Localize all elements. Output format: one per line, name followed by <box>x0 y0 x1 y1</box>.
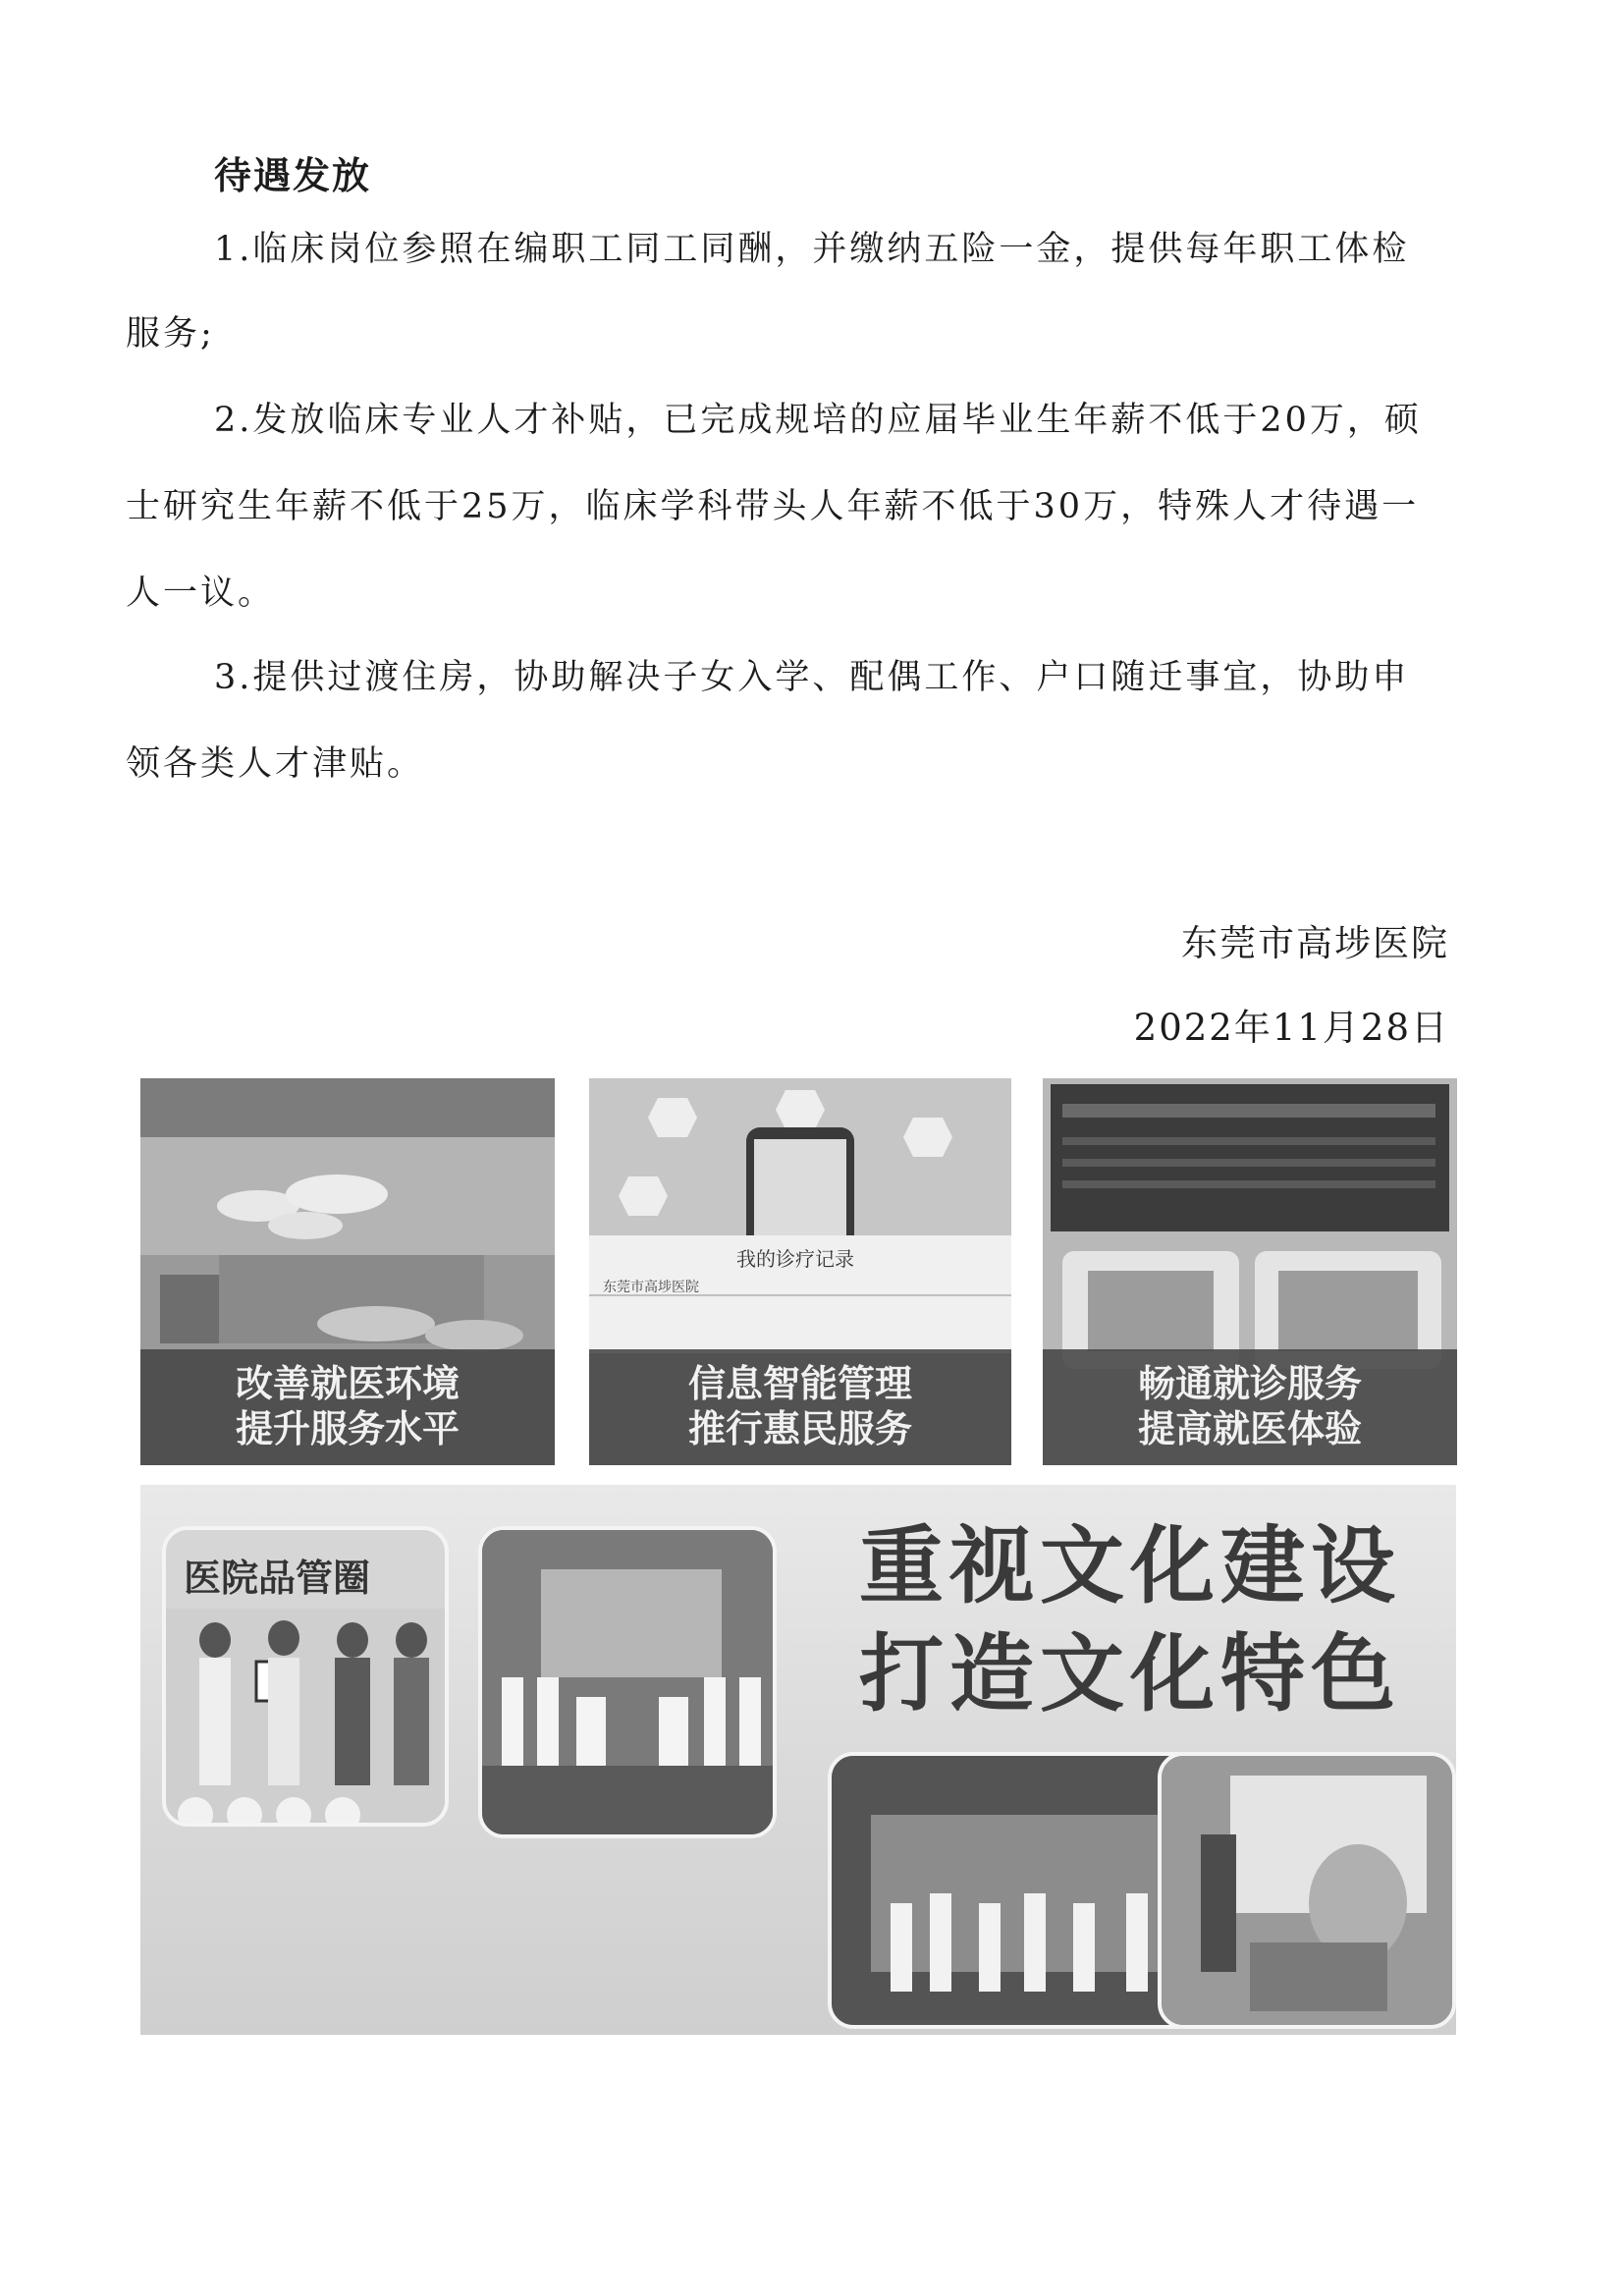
signature-block <box>1134 902 1449 1070</box>
section-heading: 待遇发放 <box>214 153 372 197</box>
app-title: 我的诊疗记录 <box>736 1247 854 1271</box>
collage-panel-service <box>1043 1078 1457 1465</box>
signature-date: 2022年11月28日 <box>1133 1007 1449 1049</box>
nurses-dance-photo <box>478 1526 777 1838</box>
collage-panel-environment <box>140 1078 555 1465</box>
collage-panel-information <box>589 1078 1011 1465</box>
award-photo <box>162 1526 449 1827</box>
caption-line-1: 畅通就诊服务 <box>1137 1362 1362 1405</box>
caption-line-2: 推行惠民服务 <box>687 1407 912 1450</box>
award-people-illustration <box>166 1530 449 1827</box>
caption-line-1: 信息智能管理 <box>687 1362 912 1405</box>
app-hospital: 东莞市高埗医院 <box>603 1280 699 1295</box>
panel-caption-service <box>1043 1349 1457 1465</box>
paragraph-2-line-2: 士研究生年薪不低于25万，临床学科带头人年薪不低于30万，特殊人才待遇一 <box>126 487 1420 526</box>
paragraph-2-line-1: 2.发放临床专业人才补贴，已完成规培的应届毕业生年薪不低于20万，硕 <box>214 401 1422 440</box>
children-illustration <box>1162 1756 1456 2029</box>
culture-title-line-1: 重视文化建设 <box>859 1517 1401 1615</box>
children-activity-photo <box>1158 1752 1456 2029</box>
paragraph-1-line-2: 服务; <box>126 314 215 354</box>
paragraph-1-line-1: 1.临床岗位参照在编职工同工同酬，并缴纳五险一金，提供每年职工体检 <box>214 230 1410 269</box>
signature-organization: 东莞市高埗医院 <box>1181 922 1449 964</box>
culture-title <box>859 1512 1401 1728</box>
paragraph-3-line-1: 3.提供过渡住房，协助解决子女入学、配偶工作、户口随迁事宜，协助申 <box>214 658 1410 697</box>
nurses-illustration <box>482 1530 777 1838</box>
collage-culture-section <box>140 1485 1456 2035</box>
caption-line-2: 提高就医体验 <box>1137 1407 1362 1450</box>
caption-line-2: 提升服务水平 <box>235 1407 460 1450</box>
panel-caption-information <box>589 1349 1011 1465</box>
panel-caption-environment <box>140 1349 555 1465</box>
caption-line-1: 改善就医环境 <box>235 1362 460 1405</box>
paragraph-2-line-3: 人一议。 <box>126 574 276 613</box>
banner-text: 医院品管圈 <box>184 1557 371 1600</box>
paragraph-3-line-2: 领各类人才津贴。 <box>126 744 425 784</box>
culture-title-line-2: 打造文化特色 <box>859 1625 1401 1723</box>
